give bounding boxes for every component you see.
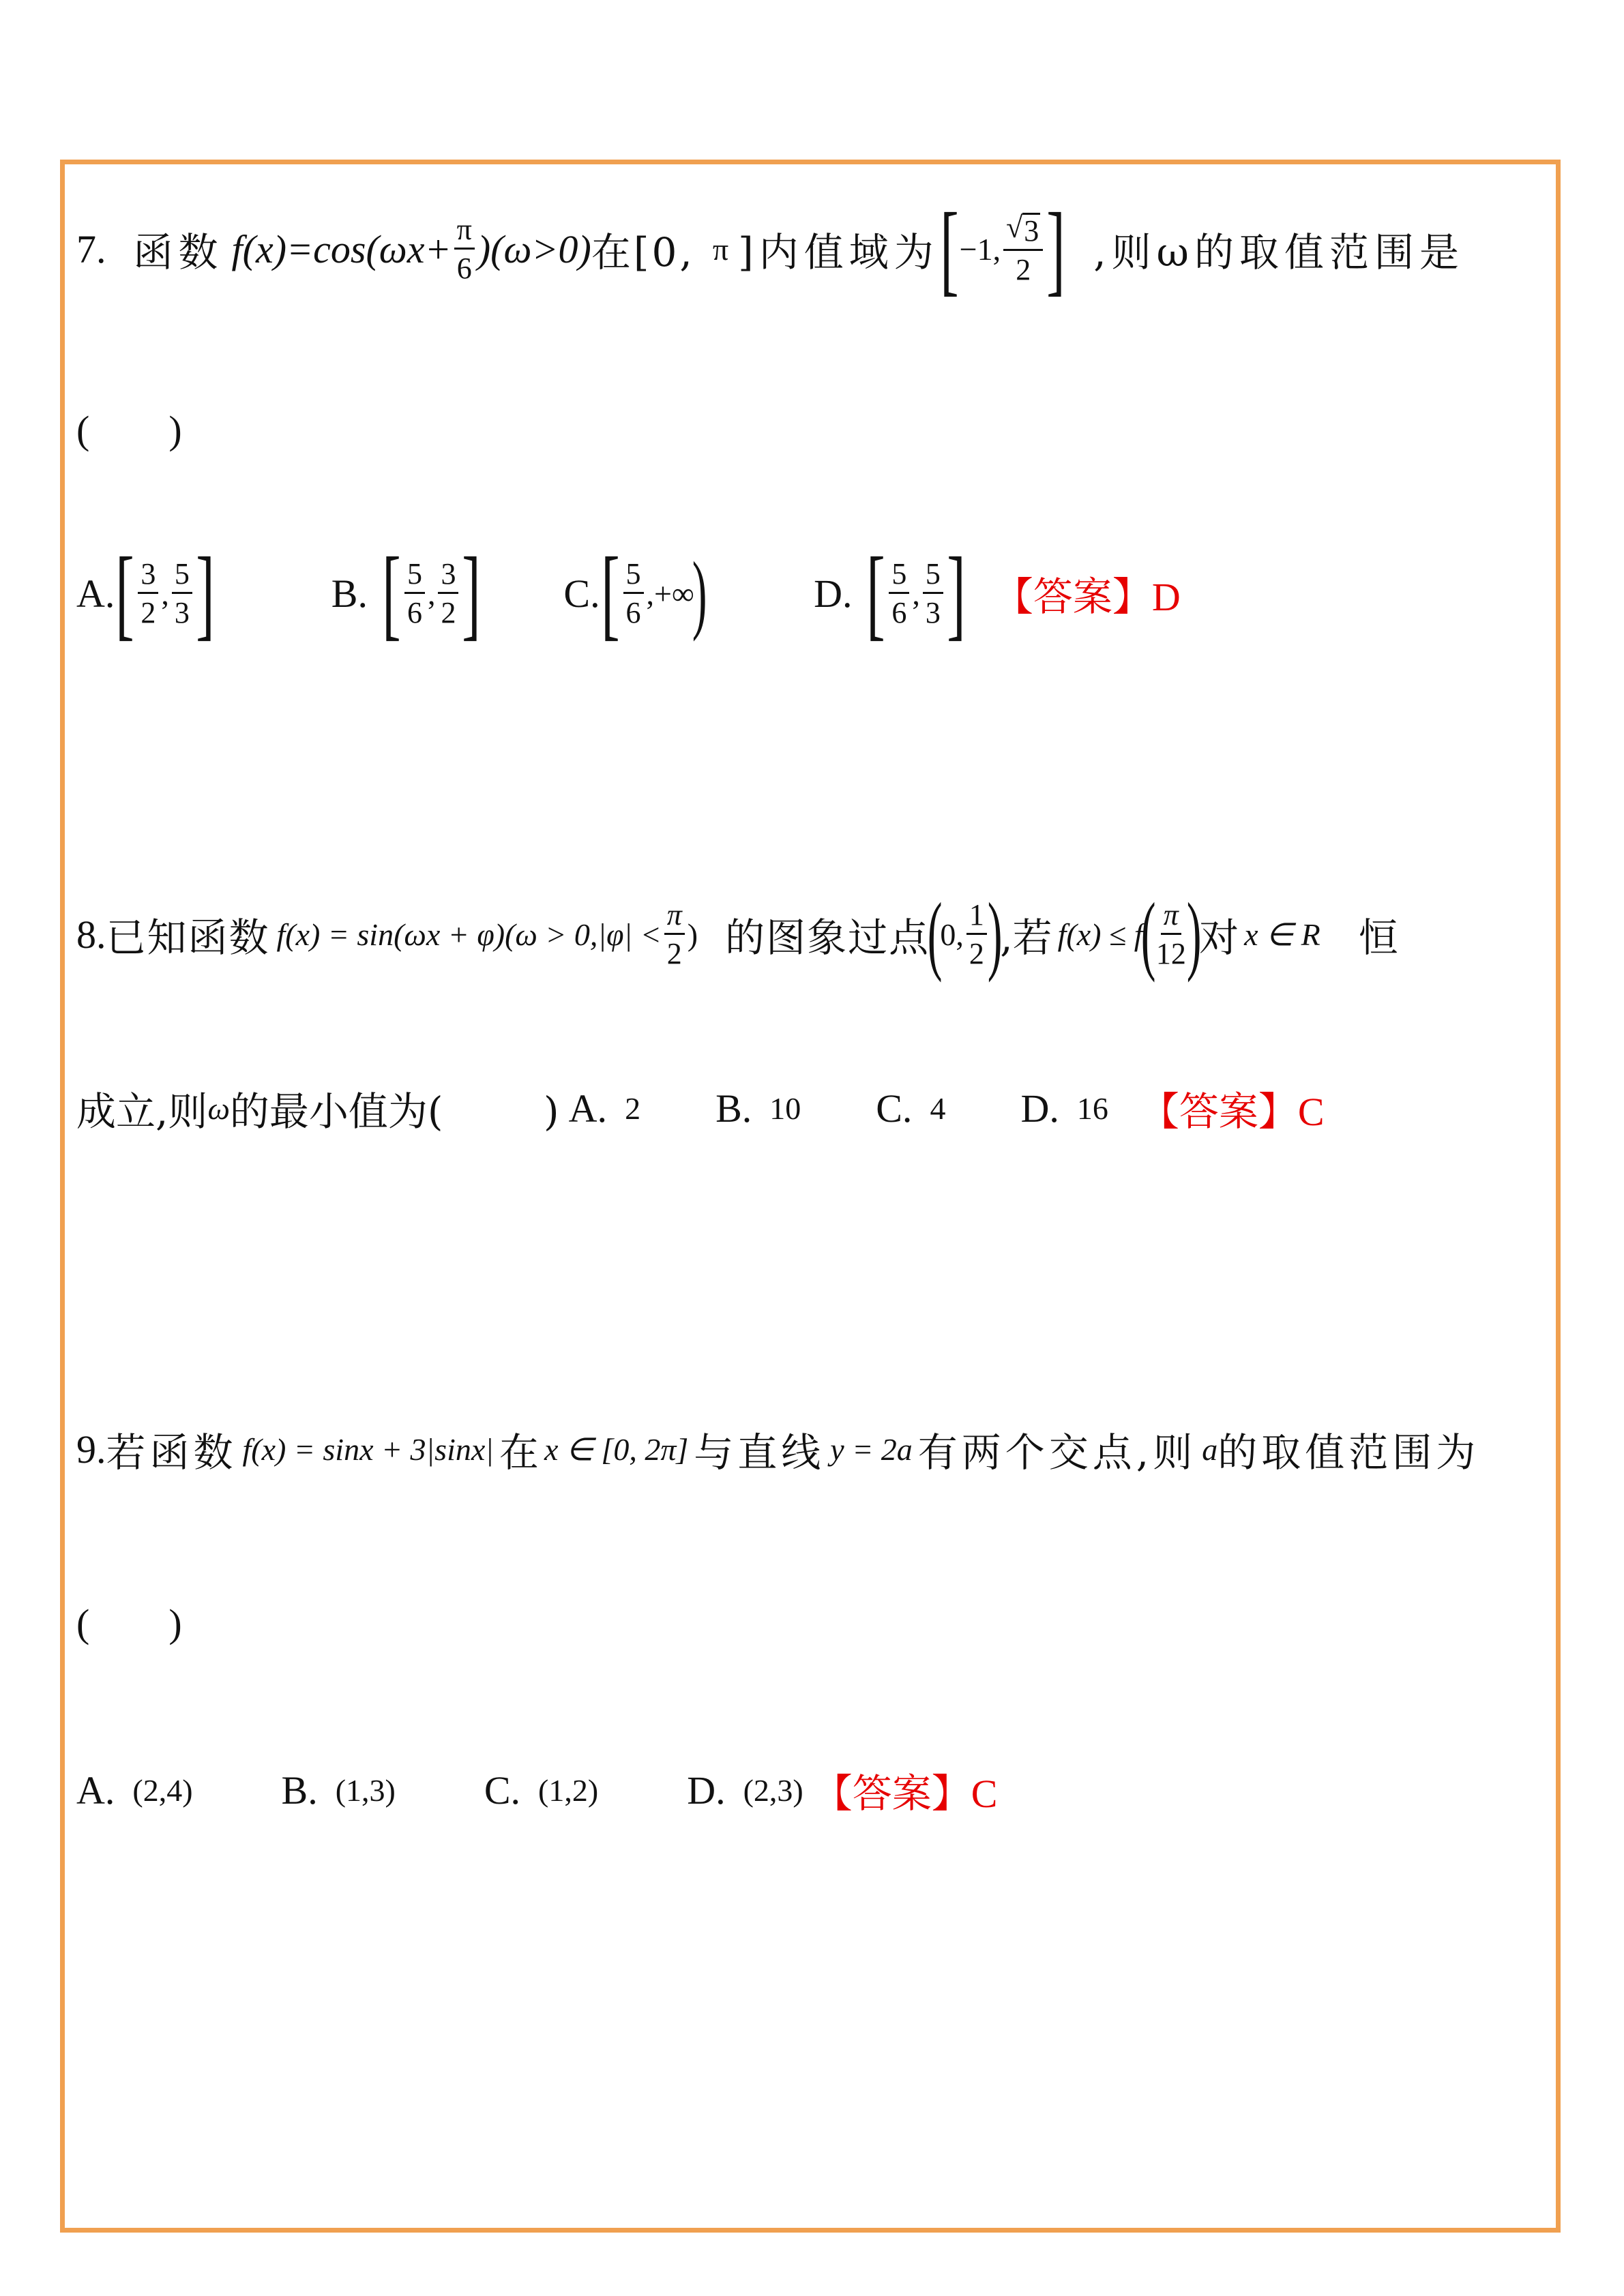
option-b[interactable]: B. (1,3)	[281, 1768, 396, 1813]
question-7-blank: ( )	[76, 407, 182, 452]
question-9-stem: 9. 若函数 f(x) = sinx + 3|sinx| 在 x ∈ [0, 2π] 与直线 y = 2a 有两个交点,则 a 的取值范围为	[76, 1398, 1479, 1500]
option-b[interactable]: B. [ $\frac{5}{6}$ , $\frac{3}{2}$ ]	[331, 537, 482, 650]
question-8-stem: 8. 已知函数 f(x) = sin(ωx + φ)(ω > 0,|φ| < $\frac{\pi}{2}$ ) 的图象过点 ( 0, $\frac{1}{2}$ ) ,若 f(x) ≤ f ( $\frac{\pi}{12}$ ) 对 x ∈ R 恒	[76, 885, 1398, 983]
stem-text: 若函数	[106, 1429, 237, 1476]
option-c[interactable]: C. (1,2)	[484, 1768, 599, 1813]
stem-text: 的图象过点	[725, 914, 930, 961]
stem-text: 函数	[133, 229, 224, 275]
fraction-pi-over-2: $\frac{\pi}{2}$	[664, 900, 685, 969]
stem-text: 与直线	[694, 1429, 825, 1476]
question-8-line2: 成立,则 ω 的最小值为( ) A. 2 B. 10 C. 4 D. 16 【答案】C	[76, 1057, 1325, 1159]
function-expression: f(x) = sinx + 3|sinx|	[242, 1431, 494, 1467]
option-c[interactable]: C. [ $\frac{5}{6}$ ,+∞ )	[563, 537, 707, 650]
fraction-pi-over-12: $\frac{\pi}{12}$	[1155, 897, 1186, 970]
question-number: 8.	[76, 912, 106, 957]
question-number: 9.	[76, 1427, 106, 1472]
function-expression: f(x) = sin(ωx + φ)(ω > 0,|φ| <	[276, 916, 662, 952]
question-7-options	[76, 537, 1181, 650]
fraction-sqrt3-over-2: √ 3 2	[1003, 213, 1043, 285]
option-a[interactable]: A. [ $\frac{3}{2}$ , $\frac{5}{3}$ ]	[76, 537, 215, 650]
interval-start: −1,	[959, 231, 1001, 267]
option-d[interactable]: D. (2,3)	[687, 1768, 803, 1813]
question-9-blank: ( )	[76, 1600, 182, 1645]
function-expression: f(x)=cos(ωx+	[231, 226, 452, 271]
question-7-stem	[76, 192, 1464, 305]
option-d[interactable]: D. 16	[1020, 1086, 1108, 1131]
stem-text: 的取值范围为	[1217, 1429, 1480, 1476]
stem-text: 已知函数	[106, 914, 270, 961]
option-d[interactable]: D. [ $\frac{5}{6}$ , $\frac{5}{3}$ ]	[814, 537, 966, 650]
option-b[interactable]: B. 10	[715, 1086, 801, 1131]
stem-text: 在	[499, 1429, 539, 1476]
stem-text: ,若	[1000, 914, 1052, 961]
stem-text: 在[0,	[591, 229, 695, 275]
right-bracket: ]	[1046, 192, 1065, 305]
question-number: 7.	[76, 226, 106, 271]
left-bracket: [	[939, 192, 959, 305]
stem-text: ]内值域为	[738, 229, 939, 275]
page-border	[60, 160, 1561, 2233]
line-equation: y = 2a	[830, 1431, 913, 1467]
answer-key: 【答案】C	[1139, 1088, 1325, 1135]
omega-condition: )(ω>0)	[477, 226, 591, 271]
option-a[interactable]: A. (2,4)	[76, 1768, 193, 1813]
option-c[interactable]: C. 4	[876, 1086, 946, 1131]
answer-key: 【答案】D	[993, 573, 1181, 620]
question-9-options	[76, 1739, 997, 1841]
stem-text: 恒	[1358, 914, 1398, 961]
domain-expression: x ∈ [0, 2π]	[544, 1432, 689, 1467]
option-a[interactable]: A. 2	[568, 1086, 641, 1131]
fraction-1-over-2: $\frac{1}{2}$	[966, 900, 987, 969]
stem-text: 对	[1199, 914, 1239, 961]
stem-text: ,则ω的取值范围是	[1093, 229, 1464, 275]
answer-key: 【答案】C	[812, 1770, 998, 1817]
stem-text: 有两个交点,则	[917, 1429, 1197, 1476]
domain-expression: x ∈ R	[1244, 917, 1320, 952]
inequality-expression: f(x) ≤ f	[1057, 916, 1143, 952]
fraction-pi-over-6: $\frac{\pi}{6}$	[454, 215, 475, 284]
pi-symbol: π	[712, 231, 729, 267]
